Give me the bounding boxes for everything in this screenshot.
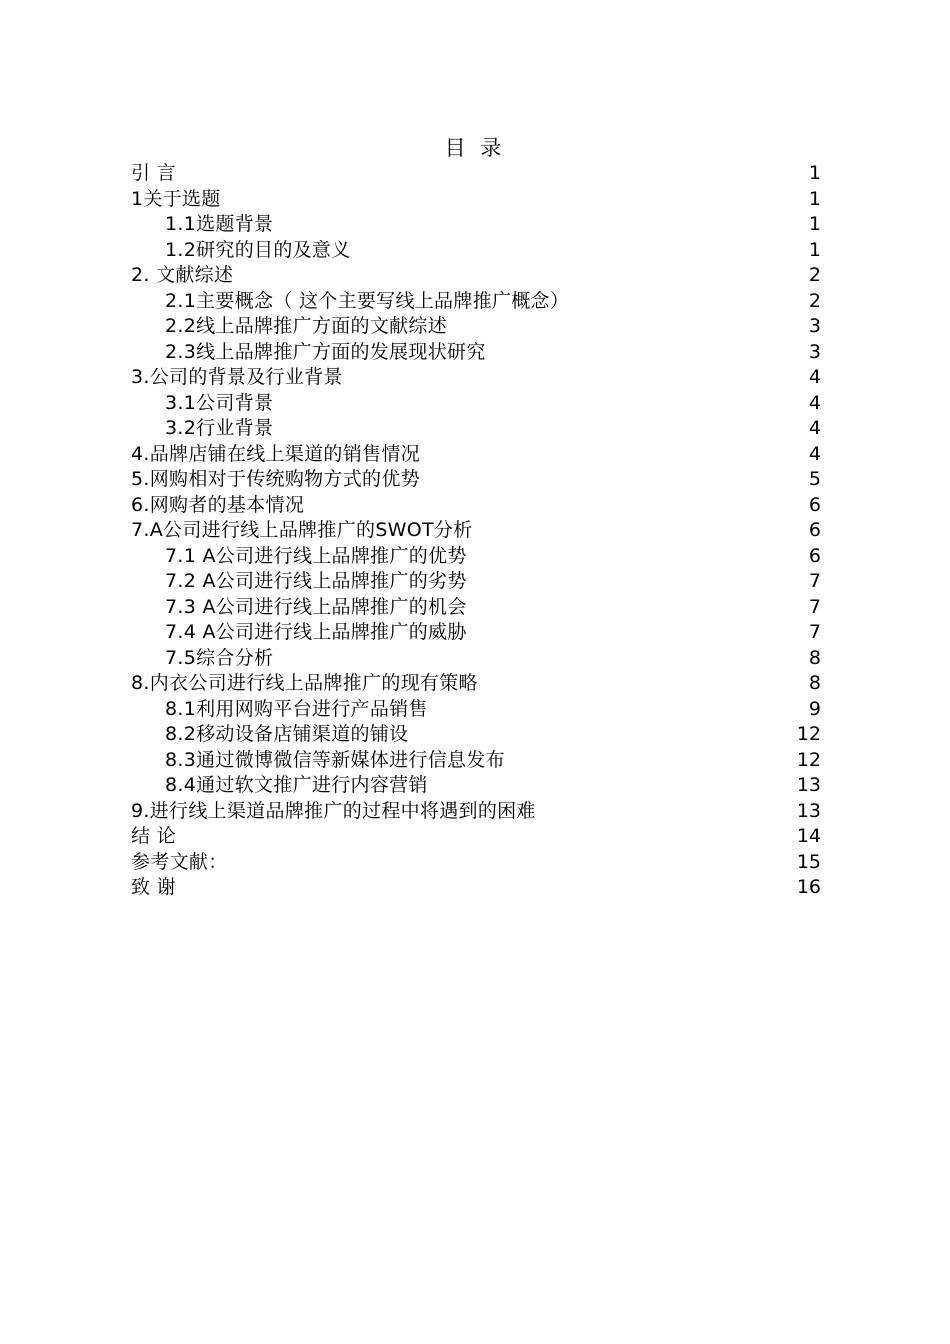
toc-entry-label: 8.4通过软文推广进行内容营销 xyxy=(165,774,428,796)
toc-entry[interactable] xyxy=(131,187,821,213)
toc-entry[interactable] xyxy=(131,569,821,595)
toc-entry-label: 2.1主要概念（ 这个主要写线上品牌推广概念） xyxy=(165,289,570,312)
toc-entry-page-number: 6 xyxy=(808,544,821,567)
toc-entry-label: 1.1选题背景 xyxy=(165,213,274,235)
toc-entry[interactable] xyxy=(131,263,821,289)
toc-entry[interactable] xyxy=(131,365,821,391)
toc-entry-page-number: 13 xyxy=(796,774,821,796)
toc-entry[interactable] xyxy=(131,493,821,519)
toc-entry[interactable] xyxy=(131,671,821,697)
toc-entry-page-number: 14 xyxy=(796,825,821,847)
toc-entry-label: 7.1 A公司进行线上品牌推广的优势 xyxy=(165,544,467,567)
toc-entry-page-number: 4 xyxy=(808,417,821,439)
toc-entry[interactable] xyxy=(131,314,821,340)
toc-entry-page-number: 3 xyxy=(808,315,821,337)
toc-entry-page-number: 1 xyxy=(808,187,821,210)
toc-entry-page-number: 4 xyxy=(808,391,821,414)
toc-entry-page-number: 3 xyxy=(808,340,821,363)
toc-entry-label: 引 言 xyxy=(131,162,176,184)
toc-entry[interactable] xyxy=(131,697,821,723)
toc-entry-page-number: 2 xyxy=(808,289,821,312)
toc-entry[interactable] xyxy=(131,416,821,442)
toc-entry[interactable] xyxy=(131,161,821,187)
toc-entry-label: 8.2移动设备店铺渠道的铺设 xyxy=(165,723,409,745)
toc-entry-page-number: 4 xyxy=(808,442,821,465)
toc-entry-page-number: 16 xyxy=(796,876,821,898)
toc-entry-label: 1.2研究的目的及意义 xyxy=(165,238,351,261)
toc-entry-label: 8.1利用网购平台进行产品销售 xyxy=(165,697,428,720)
toc-entry-label: 2. 文献综述 xyxy=(131,264,234,286)
toc-entry-page-number: 7 xyxy=(808,621,821,643)
toc-entry[interactable] xyxy=(131,544,821,570)
toc-entry-page-number: 8 xyxy=(808,672,821,694)
toc-entry-label: 7.3 A公司进行线上品牌推广的机会 xyxy=(165,595,467,618)
toc-entry-page-number: 6 xyxy=(808,519,821,541)
toc-entry-page-number: 12 xyxy=(796,748,821,771)
toc-entry-label: 3.1公司背景 xyxy=(165,391,274,414)
toc-entry-label: 8.内衣公司进行线上品牌推广的现有策略 xyxy=(131,672,478,694)
toc-entry[interactable] xyxy=(131,850,821,876)
toc-entry[interactable] xyxy=(131,391,821,417)
toc-entry-label: 致 谢 xyxy=(131,876,176,898)
toc-entry-label: 8.3通过微博微信等新媒体进行信息发布 xyxy=(165,748,505,771)
toc-entry[interactable] xyxy=(131,212,821,238)
toc-entry-page-number: 1 xyxy=(808,162,821,184)
toc-entry[interactable] xyxy=(131,748,821,774)
toc-entry-page-number: 7 xyxy=(808,570,821,592)
toc-entry-label: 1关于选题 xyxy=(131,187,221,210)
toc-entry-label: 参考文献： xyxy=(131,850,228,873)
toc-entry[interactable] xyxy=(131,442,821,468)
toc-entry-label: 结 论 xyxy=(131,825,176,847)
toc-entry-label: 7.A公司进行线上品牌推广的SWOT分析 xyxy=(131,519,473,541)
toc-entry[interactable] xyxy=(131,289,821,315)
toc-entry-label: 9.进行线上渠道品牌推广的过程中将遇到的困难 xyxy=(131,799,536,822)
toc-entry[interactable] xyxy=(131,620,821,646)
toc-entry-label: 2.3线上品牌推广方面的发展现状研究 xyxy=(165,340,486,363)
toc-entry-page-number: 7 xyxy=(808,595,821,618)
toc-entry-page-number: 2 xyxy=(808,264,821,286)
toc-entry-label: 6.网购者的基本情况 xyxy=(131,493,305,516)
toc-entry-page-number: 4 xyxy=(808,366,821,388)
toc-entry-label: 7.2 A公司进行线上品牌推广的劣势 xyxy=(165,570,467,592)
toc-entry[interactable] xyxy=(131,467,821,493)
toc-entry-page-number: 6 xyxy=(808,493,821,516)
toc-entry-page-number: 12 xyxy=(796,723,821,745)
toc-entry-page-number: 9 xyxy=(808,697,821,720)
toc-entry[interactable] xyxy=(131,238,821,264)
toc-entry-label: 3.2行业背景 xyxy=(165,417,274,439)
toc-entry-page-number: 1 xyxy=(808,213,821,235)
toc-entry-page-number: 1 xyxy=(808,238,821,261)
toc-entry[interactable] xyxy=(131,722,821,748)
toc-entry[interactable] xyxy=(131,773,821,799)
toc-entry-page-number: 8 xyxy=(808,646,821,669)
toc-entry-page-number: 13 xyxy=(796,799,821,822)
toc-entry[interactable] xyxy=(131,518,821,544)
toc-entry-label: 7.4 A公司进行线上品牌推广的威胁 xyxy=(165,621,467,643)
toc-entry[interactable] xyxy=(131,875,821,901)
toc-title: 目 录 xyxy=(444,136,506,160)
toc-entry-label: 7.5综合分析 xyxy=(165,646,274,669)
toc-entry[interactable] xyxy=(131,824,821,850)
toc-entry[interactable] xyxy=(131,340,821,366)
toc-entry[interactable] xyxy=(131,646,821,672)
toc-entry-label: 5.网购相对于传统购物方式的优势 xyxy=(131,468,420,490)
toc-entry-page-number: 15 xyxy=(796,850,821,873)
toc-entry-label: 2.2线上品牌推广方面的文献综述 xyxy=(165,315,448,337)
toc-entry-label: 3.公司的背景及行业背景 xyxy=(131,366,343,388)
toc-entry-label: 4.品牌店铺在线上渠道的销售情况 xyxy=(131,442,420,465)
toc-entry-page-number: 5 xyxy=(808,468,821,490)
toc-entry[interactable] xyxy=(131,595,821,621)
toc-entry[interactable] xyxy=(131,799,821,825)
toc-list xyxy=(131,161,821,901)
